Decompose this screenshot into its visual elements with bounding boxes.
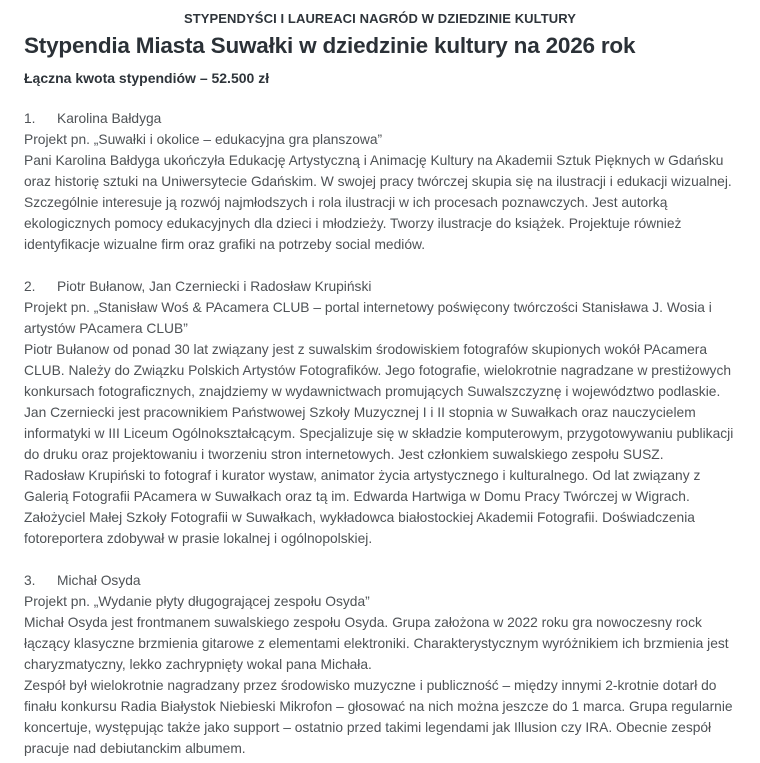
page-title: Stypendia Miasta Suwałki w dziedzinie kultury na 2026 rok [24, 33, 636, 58]
total-amount-line: Łączna kwota stypendiów – 52.500 zł [24, 70, 270, 86]
entry-names: Michał Osyda [57, 573, 141, 588]
entry-number: 2. [24, 279, 36, 294]
entry-number: 3. [24, 573, 36, 588]
entry-heading [24, 108, 736, 129]
article-kicker: STYPENDYŚCI I LAUREACI NAGRÓD W DZIEDZINIE KULTURY [183, 11, 577, 26]
entry-project-title: Projekt pn. „Suwałki i okolice – edukacyjna gra planszowa” [24, 132, 383, 147]
entry-description: Zespół był wielokrotnie nagradzany przez środowisko muzyczne i publiczność – między innymi 2-krotnie dotarł do finału konkursu Radia Białystok Niebieski Mikrofon – głosować na nich można jeszcze do 1 marca. Grupa regularnie koncertuje, występując także jako support – ostatnio przed takimi legendami jak Illusion czy IRA. Obecnie zespół pracuje nad debiutanckim albumem. [24, 678, 733, 756]
entry-project-title: Projekt pn. „Wydanie płyty długogrającej zespołu Osyda” [24, 594, 370, 609]
entry-names: Piotr Bułanow, Jan Czerniecki i Radosław Krupiński [57, 279, 372, 294]
scholarship-entry-1 [24, 108, 736, 255]
entry-heading [24, 570, 736, 591]
entry-heading [24, 276, 736, 297]
entry-description: Jan Czerniecki jest pracownikiem Państwowej Szkoły Muzycznej I i II stopnia w Suwałkach oraz nauczycielem informatyki w III Liceum Ogólnokształcącym. Specjalizuje się w składzie komputerowym, przygotowywaniu publikacji do druku oraz projektowaniu i tworzeniu stron internetowych. Jest członkiem suwalskiego zespołu SUSZ. [24, 405, 734, 462]
entry-description: Pani Karolina Bałdyga ukończyła Edukację Artystyczną i Animację Kultury na Akademii Sztuk Pięknych w Gdańsku oraz historię sztuki na Uniwersytecie Gdańskim. W swojej pracy twórczej skupia się na ilustracji i edukacji wizualnej. Szczególnie interesuje ją rozwój najmłodszych i rola ilustracji w ich procesach poznawczych. Jest autorką ekologicznych pomocy edukacyjnych dla dzieci i młodzieży. Tworzy ilustracje do książek. Projektuje również identyfikacje wizualne firm oraz grafiki na potrzeby social mediów. [24, 153, 732, 252]
entry-description: Radosław Krupiński to fotograf i kurator wystaw, animator życia artystycznego i kulturalnego. Od lat związany z Galerią Fotografii PAcamera w Suwałkach oraz tą im. Edwarda Hartwiga w Domu Pracy Twórczej w Wigrach. Założyciel Małej Szkoły Fotografii w Suwałkach, wykładowca białostockiej Akademii Fotografii. Doświadczenia fotoreportera zdobywał w prasie lokalnej i ogólnopolskiej. [24, 468, 701, 546]
entry-description: Michał Osyda jest frontmanem suwalskiego zespołu Osyda. Grupa założona w 2022 roku gra nowoczesny rock łączący klasyczne brzmienia gitarowe z elementami elektroniki. Charakterystycznym wyróżnikiem ich brzmienia jest charyzmatyczny, lekko zachrypnięty wokal pana Michała. [24, 615, 729, 672]
scholarship-list [24, 108, 736, 759]
scholarship-entry-2 [24, 276, 736, 549]
scholarship-entry-3 [24, 570, 736, 759]
entry-names: Karolina Bałdyga [57, 111, 162, 126]
entry-project-title: Projekt pn. „Stanisław Woś & PAcamera CLUB – portal internetowy poświęcony twórczości Stanisława J. Wosia i artystów PAcamera CLUB” [24, 300, 712, 336]
entry-description: Piotr Bułanow od ponad 30 lat związany jest z suwalskim środowiskiem fotografów skupionych wokół PAcamera CLUB. Należy do Związku Polskich Artystów Fotografików. Jego fotografie, wielokrotnie nagradzane w prestiżowych konkursach fotograficznych, znajdziemy w wydawnictwach promujących Suwalszczyznę i województwo podlaskie. [24, 342, 732, 399]
entry-number: 1. [24, 111, 36, 126]
